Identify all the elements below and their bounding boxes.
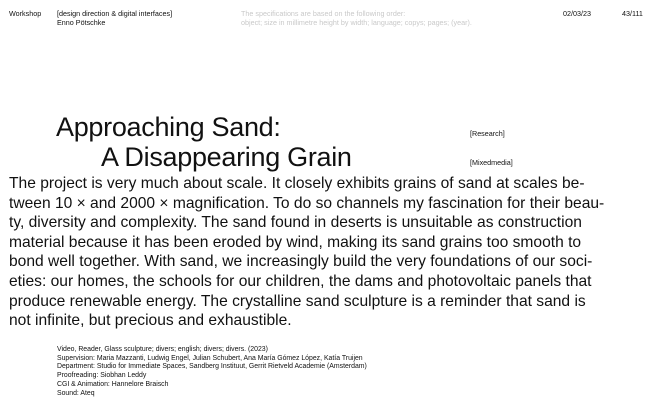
credit-line: Sound: Ateq [57,389,95,397]
description-line: material because it has been eroded by wind, making its sand grains too smooth to [9,233,582,251]
spec-note-line-2: object; size in millimetre height by width; language; copys; pages; (year). [241,18,472,27]
credit-line: Proofreading: Siobhan Leddy [57,372,147,380]
project-credits [57,346,367,398]
credit-line: Department: Studio for Immediate Spaces, Sandberg Instituut, Gerrit Rietveld Academie (Amsterdam) [57,363,367,371]
credit-line: Supervision: Maria Mazzanti, Ludwig Engel, Julian Schubert, Ana María Gómez López, Katía Truijen [57,354,363,362]
author-name: Enno Pötschke [57,18,106,27]
project-description [9,174,657,331]
tag-mixedmedia: [Mixedmedia] [470,158,513,167]
category-label: [design direction & digital interfaces] [57,9,173,18]
page-counter: 43/111 [622,9,643,18]
description-line: The project is very much about scale. It closely exhibits grains of sand at scales be- [9,175,585,192]
description-line: ty, diversity and complexity. The sand found in deserts is unsuitable as construction [9,214,582,232]
description-line: tween 10 × and 2000 × magnification. To do so channels my fascination for their beau- [9,194,605,212]
description-line: bond well together. With sand, we increasingly build the very foundations of our soci- [9,253,593,271]
description-line: not infinite, but precious and exhaustible. [9,312,292,330]
project-title-line-1: Approaching Sand: [56,112,281,142]
spec-note-line-1: The specifications are based on the following order: [241,9,406,18]
project-title-line-2: A Disappearing Grain [101,142,352,172]
description-line: eties: our homes, the schools for our children, the dams and photovoltaic panels that [9,272,592,290]
date-label: 02/03/23 [563,9,591,18]
credit-line: CGI & Animation: Hannelore Braisch [57,380,169,388]
tag-research: [Research] [470,129,505,138]
section-label: Workshop [9,9,42,18]
credit-line: Video, Reader, Glass sculpture; divers; english; divers; divers. (2023) [57,346,268,353]
description-line: produce renewable energy. The crystalline sand sculpture is a reminder that sand is [9,292,586,310]
